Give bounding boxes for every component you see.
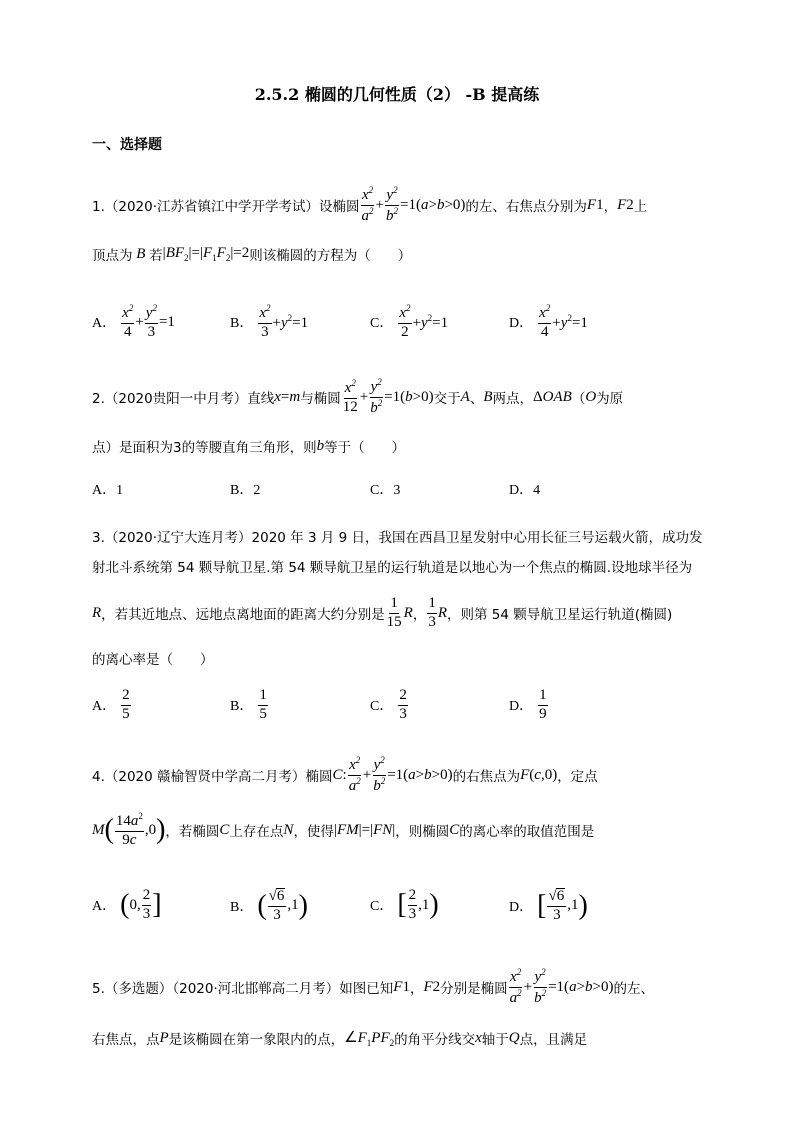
q1-option-a[interactable]: A． $\frac{x^2}{4}$ + $\frac{y^2}{3}$ =1 — [92, 303, 175, 340]
page-title: 2.5.2 椭圆的几何性质（2） -B 提高练 — [254, 85, 540, 104]
q2-text-f: 为原 — [596, 391, 624, 408]
question-1-line-2: 顶点为 B 若 $|BF_2|=|F_1F_2|=2$ 则该椭圆的方程为（ ） — [92, 245, 412, 264]
q5-text-h: 轴于 — [481, 1032, 509, 1048]
question-4-line-2: M ( $\frac{14a^2}{9c}$ ,0 ) ，若椭圆 C 上存在点 N ，使得 |FM|=|FN| ，则椭圆 C 的离心率的取值范围是 — [92, 811, 595, 848]
q4-text-c: ，定点 — [557, 769, 598, 786]
q4-text-d: ，若椭圆 — [165, 824, 220, 841]
q2-option-b[interactable]: B．2 — [230, 483, 261, 498]
question-1-options — [92, 304, 692, 338]
q1-text-e: 顶点为 — [92, 248, 133, 264]
q1-option-c[interactable]: C． $\frac{x^2}{2}$ $+y^2=1$ — [370, 303, 449, 340]
q2-text-e: （ — [571, 391, 586, 408]
q1-fraction-y: $\frac{y^2}{b^2}$ — [386, 185, 398, 224]
question-4-options — [92, 888, 692, 932]
q2-text-h: 等于（ ） — [324, 440, 406, 456]
q5-text-e: 右焦点，点 — [92, 1032, 160, 1048]
q2-text-g: 点）是面积为3的等腰直角三角形，则 — [92, 440, 317, 456]
question-2-line-1: 2.（2020贵阳一中月考）直线 x = m 与椭圆 $\frac{x^2}{12}$ + $\frac{y^2}{b^2}$ =1(b>0) 交于 A 、 B 两点， ΔOAB （ O 为原 — [92, 377, 624, 416]
q4-text-a: 4.（2020 赣榆智贤中学高二月考）椭圆 — [92, 769, 333, 786]
q3-text-c: ，若其近地点、远地点离地面的距离大约分别是 — [101, 607, 385, 624]
q2-text-a: 2.（2020贵阳一中月考）直线 — [92, 391, 275, 408]
q2-option-d[interactable]: D．4 — [509, 483, 541, 498]
question-3-options — [92, 688, 692, 722]
q4-option-a[interactable]: A． ( 0, $\frac{2}{3}$ ] — [92, 887, 162, 922]
q3-option-d[interactable]: D． $\frac{1}{9}$ — [509, 687, 547, 722]
q3-option-c[interactable]: C． $\frac{2}{3}$ — [370, 687, 407, 722]
q1-option-b[interactable]: B． $\frac{x^2}{3}$ $+y^2=1$ — [230, 303, 309, 340]
q3-option-b[interactable]: B． $\frac{1}{5}$ — [230, 687, 267, 722]
q1-text-c: ， — [603, 199, 618, 216]
q2-option-a[interactable]: A．1 — [92, 483, 124, 498]
q4-option-b[interactable]: B． ( $\frac{√6}{3}$ ,1 ) — [230, 888, 308, 923]
q1-fraction-x: $\frac{x^2}{a^2}$ — [361, 185, 374, 224]
q2-text-b: 与椭圆 — [300, 391, 341, 408]
q4-text-h: 的离心率的取值范围是 — [459, 824, 595, 841]
q1-text-f: 若 — [149, 248, 163, 264]
question-3-line-3: R ，若其近地点、远地点离地面的距离大约分别是 $\frac{1}{15}$ R ， $\frac{1}{3}$ R ，则第 54 颗导航卫星运行轨道(椭圆) — [92, 595, 673, 630]
q3-option-a[interactable]: A． $\frac{2}{5}$ — [92, 687, 130, 722]
q1-text-d: 上 — [633, 199, 648, 216]
question-2-line-2: 点）是面积为3的等腰直角三角形，则 b 等于（ ） — [92, 437, 406, 456]
q2-option-c[interactable]: C．3 — [370, 483, 401, 498]
section-heading: 一、选择题 — [92, 137, 162, 153]
question-3-line-1 — [92, 526, 703, 546]
q4-text-b: 的右焦点为 — [452, 769, 521, 786]
q4-option-d[interactable]: D． [ $\frac{√6}{3}$ ,1 ) — [509, 888, 588, 923]
q5-text-b: ， — [409, 981, 424, 998]
q3-text-b: 射北斗系统第 54 颗导航卫星.第 54 颗导航卫星的运行轨道是以地心为一个焦点的椭圆.设地球半径为 — [92, 560, 693, 576]
q5-text-a: 5.（多选题）（2020·河北邯郸高二月考）如图已知 — [92, 981, 394, 998]
q5-text-f: 是该椭圆在第一象限内的点， — [168, 1032, 345, 1048]
question-3-line-2 — [92, 556, 692, 576]
q1-text-g: 则该椭圆的方程为（ ） — [249, 248, 412, 264]
q4-text-e: 上存在点 — [229, 824, 284, 841]
question-3-line-4 — [92, 648, 214, 668]
q4-text-f: ，使得 — [293, 824, 334, 841]
q2-text-c: 交于 — [433, 391, 461, 408]
q3-text-e: 的离心率是（ ） — [92, 652, 214, 668]
q5-text-d: 的左、 — [613, 981, 654, 998]
question-5-line-1: 5.（多选题）（2020·河北邯郸高二月考）如图已知 F 1 ， F 2 分别是椭圆 $\frac{x^2}{a^2}$ + $\frac{y^2}{b^2}$ =1(a>b>0) 的左、 — [92, 967, 654, 1006]
q1-text-b: 的左、右焦点分别为 — [465, 199, 587, 216]
q5-text-c: 分别是椭圆 — [440, 981, 508, 998]
question-1-line-1: 1.（2020·江苏省镇江中学开学考试）设椭圆 $\frac{x^2}{a^2}$ + $\frac{y^2}{b^2}$ =1(a>b>0) 的左、右焦点分别为 F 1 ， F 2 上 — [92, 185, 648, 224]
q5-text-i: 点，且满足 — [519, 1032, 588, 1048]
q3-text-a: 3.（2020·辽宁大连月考）2020 年 3 月 9 日，我国在西昌卫星发射中心用长征三号运载火箭，成功发 — [92, 530, 703, 546]
q1-text-a: 1.（2020·江苏省镇江中学开学考试）设椭圆 — [92, 199, 360, 216]
question-4-line-1: 4.（2020 赣榆智贤中学高二月考）椭圆 C : $\frac{x^2}{a^2}$ + $\frac{y^2}{b^2}$ =1(a>b>0) 的右焦点为 F(c,0) ，定点 — [92, 755, 598, 794]
q2-text-d: 两点， — [492, 391, 533, 408]
q4-text-g: ，则椭圆 — [395, 824, 450, 841]
question-5-line-2: 右焦点，点 P 是该椭圆在第一象限内的点， $\angle F_1PF_2$ 的角平分线交 x 轴于 Q 点，且满足 — [92, 1029, 588, 1048]
q1-option-d[interactable]: D． $\frac{x^2}{4}$ $+y^2=1$ — [509, 303, 588, 340]
q5-text-g: 的角平分线交 — [394, 1032, 476, 1048]
q4-option-c[interactable]: C． [ $\frac{2}{3}$ ,1 ) — [370, 887, 439, 922]
question-2-options — [92, 479, 692, 499]
q3-text-d: ，则第 54 颗导航卫星运行轨道(椭圆) — [447, 607, 673, 624]
